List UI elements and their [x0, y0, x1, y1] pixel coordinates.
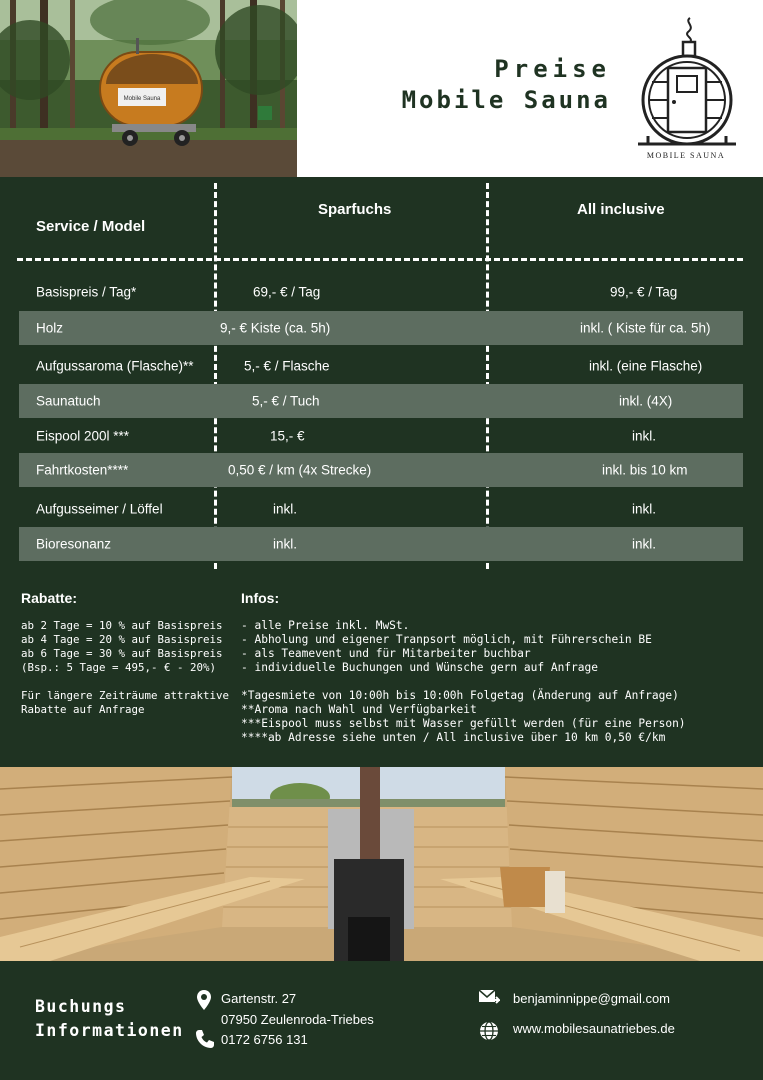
row-sparfuchs: inkl. — [273, 536, 298, 552]
trailer-sign-text: Mobile Sauna — [123, 96, 161, 102]
rabatte-title: Rabatte: — [21, 590, 78, 606]
rabatte-line: (Bsp.: 5 Tage = 495,- € - 20%) — [21, 661, 217, 674]
email-icon — [478, 989, 500, 1007]
infos-section — [241, 590, 751, 745]
rabatte-line: ab 4 Tage = 20 % auf Basispreis — [21, 633, 223, 646]
phone-number[interactable]: 0172 6756 131 — [221, 1032, 308, 1047]
globe-icon — [479, 1021, 499, 1041]
row-all-inclusive: inkl. (eine Flasche) — [589, 358, 703, 374]
row-service: Holz — [36, 320, 64, 336]
sauna-trailer-photo — [0, 0, 297, 177]
column-header-sparfuchs: Sparfuchs — [318, 201, 392, 218]
header-divider — [17, 258, 743, 261]
row-service: Fahrtkosten**** — [36, 462, 129, 478]
info-note: *Tagesmiete von 10:00h bis 10:00h Folgetag (Änderung auf Anfrage) — [241, 689, 679, 702]
table-row — [19, 453, 743, 487]
page-title — [402, 54, 611, 116]
row-all-inclusive: inkl. — [632, 536, 657, 552]
rabatte-line: ab 2 Tage = 10 % auf Basispreis — [21, 619, 223, 632]
table-row — [19, 384, 743, 418]
row-all-inclusive: inkl. — [632, 428, 657, 444]
info-bullet: - individuelle Buchungen und Wünsche gern auf Anfrage — [241, 661, 598, 674]
address-street: Gartenstr. 27 — [221, 991, 297, 1006]
price-table — [0, 177, 763, 577]
row-service: Aufgussaroma (Flasche)** — [36, 358, 194, 374]
row-all-inclusive: inkl. — [632, 501, 657, 517]
row-sparfuchs: 0,50 € / km (4x Strecke) — [228, 462, 372, 478]
website-link[interactable]: www.mobilesaunatriebes.de — [513, 1021, 675, 1036]
phone-icon — [195, 1029, 215, 1049]
address-city: 07950 Zeulenroda-Triebes — [221, 1012, 374, 1027]
info-bullet: - Abholung und eigener Tranpsort möglich, mit Führerschein BE — [241, 633, 652, 646]
row-all-inclusive: inkl. bis 10 km — [602, 462, 688, 478]
rabatte-section — [21, 590, 241, 717]
table-row — [19, 311, 743, 345]
header — [0, 0, 763, 177]
info-bullet: - alle Preise inkl. MwSt. — [241, 619, 410, 632]
row-sparfuchs: 5,- € / Tuch — [252, 393, 320, 409]
table-row — [19, 492, 743, 526]
mobile-sauna-logo-icon — [628, 12, 746, 162]
row-service: Eispool 200l *** — [36, 428, 130, 444]
title-line-1: Preise — [494, 55, 611, 83]
logo-caption: MOBILE SAUNA — [646, 151, 726, 160]
row-sparfuchs: 9,- € Kiste (ca. 5h) — [220, 320, 331, 336]
row-service: Aufgusseimer / Löffel — [36, 501, 163, 517]
booking-heading-line-2: Informationen — [35, 1021, 184, 1040]
info-note: **Aroma nach Wahl und Verfügbarkeit — [241, 703, 477, 716]
rabatte-extra: Für längere Zeiträume attraktive — [21, 689, 230, 702]
column-header-all-inclusive: All inclusive — [577, 201, 665, 218]
row-sparfuchs: inkl. — [273, 501, 298, 517]
table-row — [19, 349, 743, 383]
row-sparfuchs: 15,- € — [270, 428, 305, 444]
infos-title: Infos: — [241, 590, 280, 606]
row-service: Saunatuch — [36, 393, 101, 409]
table-row — [19, 419, 743, 453]
footer — [0, 961, 763, 1080]
email-link[interactable]: benjaminnippe@gmail.com — [513, 991, 670, 1006]
row-all-inclusive: inkl. (4X) — [619, 393, 673, 409]
title-line-2: Mobile Sauna — [401, 86, 611, 114]
info-bullet: - als Teamevent und für Mitarbeiter buchbar — [241, 647, 531, 660]
row-all-inclusive: 99,- € / Tag — [610, 284, 678, 300]
column-header-service: Service / Model — [36, 218, 146, 235]
table-row — [19, 527, 743, 561]
booking-heading-line-1: Buchungs — [35, 997, 127, 1016]
booking-heading — [35, 995, 184, 1043]
location-pin-icon — [196, 989, 212, 1011]
info-note: ****ab Adresse siehe unten / All inclusive über 10 km 0,50 €/km — [241, 731, 666, 744]
rabatte-extra: Rabatte auf Anfrage — [21, 703, 145, 716]
info-note: ***Eispool muss selbst mit Wasser gefüllt werden (für eine Person) — [241, 717, 686, 730]
row-sparfuchs: 5,- € / Flasche — [244, 358, 330, 374]
row-service: Basispreis / Tag* — [36, 284, 137, 300]
table-row — [19, 275, 743, 309]
row-all-inclusive: inkl. ( Kiste für ca. 5h) — [580, 320, 711, 336]
row-sparfuchs: 69,- € / Tag — [253, 284, 321, 300]
row-service: Bioresonanz — [36, 536, 112, 552]
rabatte-line: ab 6 Tage = 30 % auf Basispreis — [21, 647, 223, 660]
sauna-interior-photo — [0, 767, 763, 961]
